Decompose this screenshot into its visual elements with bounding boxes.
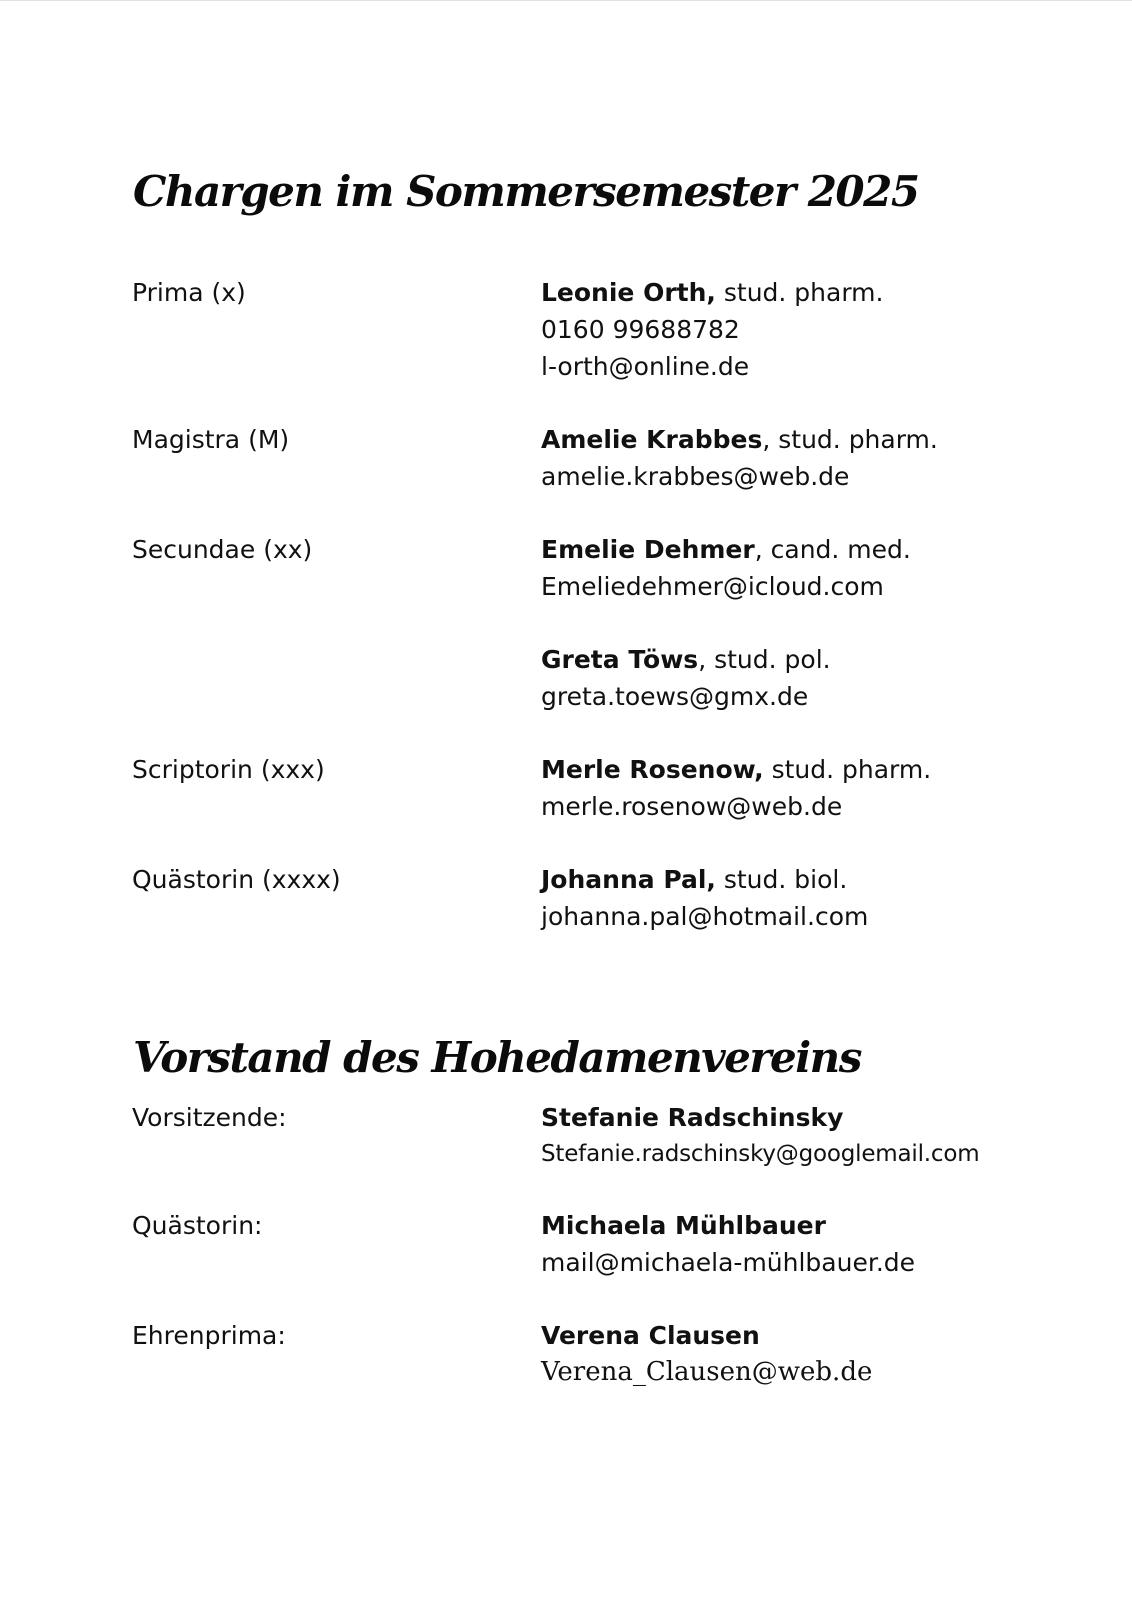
- email-address: greta.toews@gmx.de: [541, 682, 809, 711]
- contact-entry: [541, 1317, 872, 1391]
- role-label: Quästorin (xxxx): [132, 865, 341, 894]
- contact-entry: [541, 421, 938, 495]
- contact-entry: [541, 1099, 979, 1173]
- person-name: Emelie Dehmer: [541, 535, 755, 564]
- role-label: Ehrenprima:: [132, 1321, 286, 1350]
- email-address: merle.rosenow@web.de: [541, 792, 843, 821]
- study-info: , stud. pharm.: [762, 425, 938, 454]
- person-name: Stefanie Radschinsky: [541, 1103, 844, 1132]
- person-name: Michaela Mühlbauer: [541, 1211, 826, 1240]
- name-line: [541, 531, 911, 568]
- study-info: stud. pharm.: [715, 278, 884, 307]
- email-address: Emeliedehmer@icloud.com: [541, 572, 884, 601]
- contact-entry: [541, 531, 911, 605]
- phone-number: 0160 99688782: [541, 315, 740, 344]
- role-label: Scriptorin (xxx): [132, 755, 325, 784]
- name-line: [541, 641, 831, 678]
- person-name: Greta Töws: [541, 645, 699, 674]
- person-name: Amelie Krabbes: [541, 425, 763, 454]
- section-title-chargen: Chargen im Sommersemester 2025: [133, 167, 919, 216]
- contact-entry: [541, 274, 883, 385]
- contact-entry: [541, 641, 831, 715]
- email-address: Verena_Clausen@web.de: [541, 1357, 873, 1387]
- study-info: stud. biol.: [715, 865, 848, 894]
- contact-entry: [541, 751, 931, 825]
- email-address: johanna.pal@hotmail.com: [541, 902, 869, 931]
- email-address: mail@michaela-mühlbauer.de: [541, 1248, 916, 1277]
- email-address: Stefanie.radschinsky@googlemail.com: [541, 1141, 980, 1167]
- person-name: Merle Rosenow,: [541, 755, 764, 784]
- person-name: Leonie Orth,: [541, 278, 716, 307]
- contact-entry: [541, 861, 868, 935]
- name-line: [541, 274, 883, 311]
- person-name: Johanna Pal,: [541, 865, 716, 894]
- role-label: Quästorin:: [132, 1211, 263, 1240]
- study-info: stud. pharm.: [763, 755, 932, 784]
- role-label: Prima (x): [132, 278, 246, 307]
- contact-entry: [541, 1207, 915, 1281]
- study-info: , cand. med.: [754, 535, 911, 564]
- email-address: amelie.krabbes@web.de: [541, 462, 850, 491]
- person-name: Verena Clausen: [541, 1321, 760, 1350]
- name-line: [541, 751, 931, 788]
- name-line: [541, 421, 938, 458]
- role-label: Magistra (M): [132, 425, 290, 454]
- role-label: Vorsitzende:: [132, 1103, 287, 1132]
- section-title-vorstand: Vorstand des Hohedamenvereins: [133, 1033, 861, 1082]
- email-address: l-orth@online.de: [541, 352, 750, 381]
- role-label: Secundae (xx): [132, 535, 313, 564]
- study-info: , stud. pol.: [698, 645, 831, 674]
- name-line: [541, 861, 868, 898]
